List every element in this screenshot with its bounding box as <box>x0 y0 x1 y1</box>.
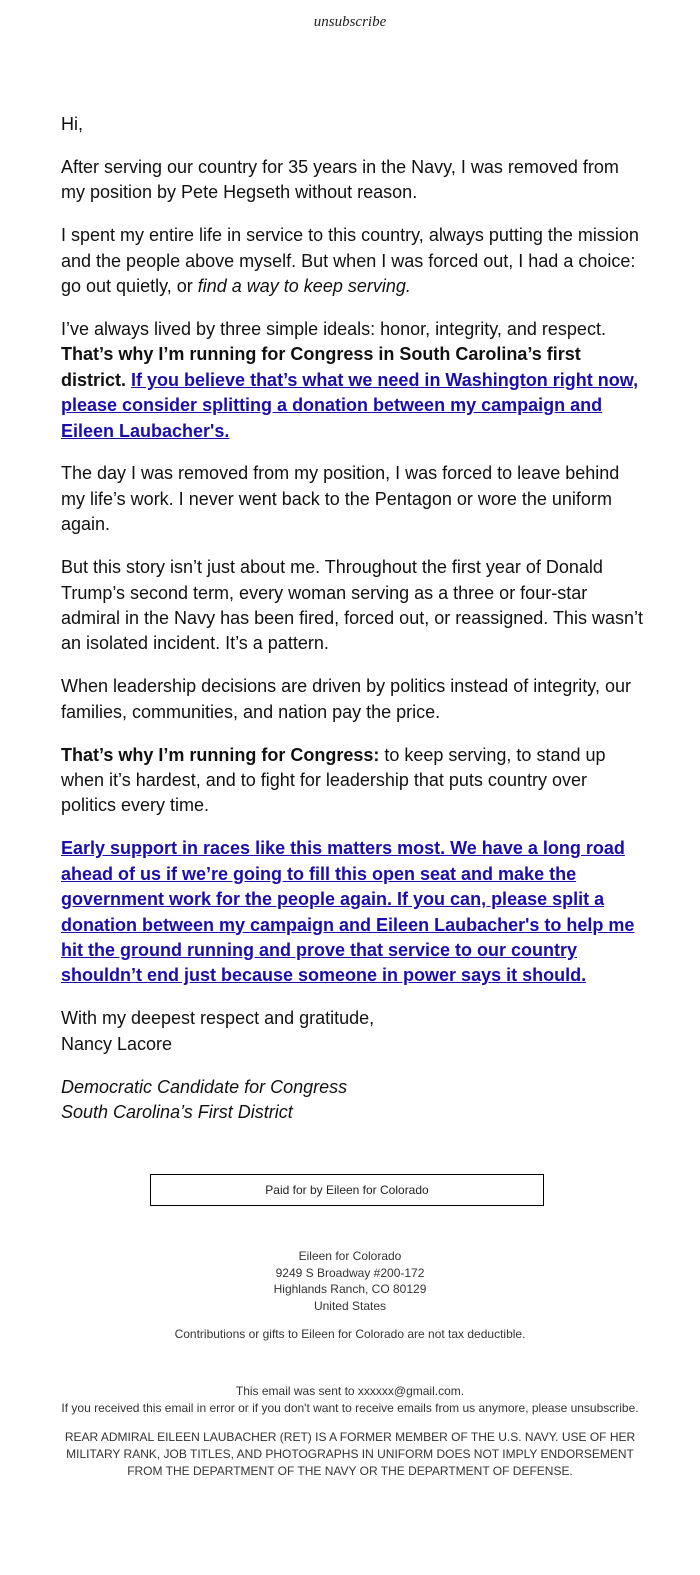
paragraph-4: The day I was removed from my position, I was forced to leave behind my life’s work. I never went back to the Pentagon or wore the uniform again. <box>61 463 620 535</box>
paragraph-2 <box>61 223 646 299</box>
recipient-email: xxxxxx@gmail.com <box>357 1384 461 1398</box>
paid-for-text: Paid for by Eileen for Colorado <box>265 1183 429 1197</box>
paragraph-3-bold: That’s why I’m running for Congress in South Carolina’s first district. <box>61 344 581 390</box>
unsubscribe-link[interactable]: unsubscribe <box>313 14 387 30</box>
paragraph-8 <box>61 836 646 988</box>
closing-line: With my deepest respect and gratitude, <box>61 1008 375 1029</box>
donate-link-1[interactable]: If you believe that’s what we need in Washington right now, please consider splitting a donation between my campaign and Eileen Laubacher's. <box>61 369 639 441</box>
email-body <box>61 112 646 1143</box>
legal-disclaimer: REAR ADMIRAL EILEEN LAUBACHER (RET) IS A FORMER MEMBER OF THE U.S. NAVY. USE OF HER MILITARY RANK, JOB TITLES, AND PHOTOGRAPHS IN UNIFORM DOES NOT IMPLY ENDORSEMENT FROM THE DEPARTMENT OF THE NAVY OR THE DEPARTMENT OF DEFENSE. <box>64 1430 636 1478</box>
paragraph-1: After serving our country for 35 years in the Navy, I was removed from my position by Pete Hegseth without reason. <box>61 156 619 203</box>
paragraph-6: When leadership decisions are driven by politics instead of integrity, our families, communities, and nation pay the price. <box>61 676 631 722</box>
title-line-1: Democratic Candidate for Congress <box>61 1076 348 1097</box>
paragraph-2-italic: find a way to keep serving. <box>197 276 411 297</box>
paragraph-7 <box>61 743 646 819</box>
paragraph-3 <box>61 317 646 444</box>
donate-link-2[interactable]: Early support in races like this matters most. We have a long road ahead of us if we’re going to fill this open seat and make the government work for the people again. If you can, please split a donation between my campaign and Eileen Laubacher's to help me hit the ground running and prove that service to our country shouldn’t end just because someone in power says it should. <box>61 838 635 986</box>
paragraph-2-text: I spent my entire life in service to this country, always putting the mission and the people above myself. But when I was forced out, I had a choice: go out quietly, or <box>61 225 639 297</box>
address-country: United States <box>313 1298 387 1313</box>
greeting: Hi, <box>61 114 83 134</box>
paragraph-7-bold: That’s why I’m running for Congress: <box>61 744 380 765</box>
title-line-2: South Carolina’s First District <box>61 1102 293 1122</box>
sent-prefix: This email was sent to <box>235 1384 358 1398</box>
paragraph-3-text: I’ve always lived by three simple ideals: honor, integrity, and respect. <box>61 318 606 339</box>
address-org: Eileen for Colorado <box>298 1249 402 1263</box>
mailing-address <box>0 1248 700 1314</box>
sign-off <box>61 1006 646 1057</box>
paragraph-7-text: to keep serving, to stand up when it’s hardest, and to fight for leadership that puts country over politics every time. <box>61 744 606 816</box>
sent-notice <box>0 1383 700 1417</box>
paragraph-5: But this story isn’t just about me. Throughout the first year of Donald Trump’s second term, every woman serving as a three or four-star admiral in the Navy has been fired, forced out, or reassigned. This wasn’t an isolated incident. It’s a pattern. <box>61 557 643 654</box>
candidate-title <box>61 1075 646 1126</box>
signature-name: Nancy Lacore <box>61 1033 173 1054</box>
paid-for-box <box>150 1174 544 1206</box>
error-note: If you received this email in error or if you don't want to receive emails from us anymore, please unsubscribe. <box>61 1401 639 1415</box>
address-street: 9249 S Broadway #200-172 <box>275 1265 425 1280</box>
address-city: Highlands Ranch, CO 80129 <box>273 1282 427 1296</box>
tax-note: Contributions or gifts to Eileen for Colorado are not tax deductible. <box>174 1327 526 1341</box>
sent-line <box>0 1383 700 1400</box>
sent-suffix: . <box>460 1384 465 1398</box>
